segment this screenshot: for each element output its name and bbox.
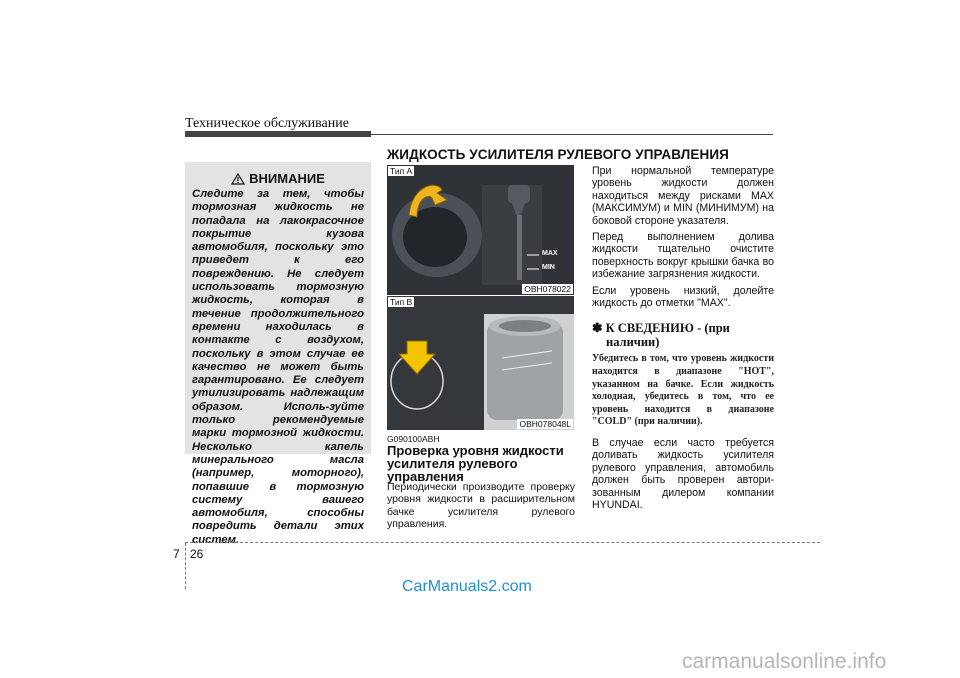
warning-title: ВНИМАНИЕ — [249, 171, 325, 186]
note-heading-line-1: ✽ К СВЕДЕНИЮ - (при — [592, 321, 730, 336]
document-code: G090100ABH — [387, 434, 440, 444]
footer-divider — [185, 543, 186, 589]
min-mark-label: MIN — [542, 264, 555, 271]
photo-ref-code: OBH078022 — [524, 284, 571, 294]
paragraph-clean: Перед выполнением долива жидкости тщательно очистите поверхность вокруг крышки бачка во избежание загрязнения жидкости. — [592, 231, 774, 281]
note-text: Убедитесь в том, что уровень жидкости находится в диапазоне "HOT", указанном на бачке. Если жидкость холодная, убедитесь в том, что ее уровень находится в диапазоне "COLD" (при наличии). — [592, 353, 774, 428]
note-heading — [592, 321, 774, 349]
subsection-title: Проверка уровня жидкости усилителя рулевого управления — [387, 443, 564, 484]
max-mark-label: MAX — [542, 250, 558, 257]
header-bar — [185, 131, 371, 137]
photo-type-label: Тип B — [390, 297, 413, 307]
photo-type-label: Тип A — [390, 166, 413, 176]
warning-triangle-icon — [231, 173, 245, 185]
warning-box — [185, 162, 371, 546]
page-number: 26 — [190, 547, 204, 561]
reservoir-cap-dipstick-image — [387, 165, 574, 295]
warning-heading — [185, 171, 371, 186]
photo-ref-code: OBH078048L — [519, 419, 571, 429]
right-column — [592, 165, 774, 515]
page-title: ЖИДКОСТЬ УСИЛИТЕЛЯ РУЛЕВОГО УПРАВЛЕНИЯ — [387, 147, 729, 162]
watermark-link[interactable]: CarManuals2.com — [402, 578, 532, 595]
warning-text: Следите за тем, чтобы тормозная жидкость не попадала на лакокрасочное покрытие кузова автомобиля, поскольку это приведет к его повреждению. Не следует использовать тормозную жидкость, которая в течение продолжительного времени находилась в контакте с воздухом, поскольку в этом случае ее качество не может быть гарантировано. Ее следует утилизировать надлежащим образом. Исполь-зуйте только рекомендуемые марки тормозной жидкости. Несколько капель минерального масла (например, моторного), попавшие в тормозную систему вашего автомобиля, способны повредить детали этих систем. — [192, 188, 364, 546]
note-heading-line-2: наличии) — [606, 335, 660, 350]
footer-rule — [185, 542, 820, 543]
paragraph-dealer: В случае если часто требуется доливать жидкость усилителя рулевого управления, автомобиль должен быть проверен автори-зованным дилером компании HYUNDAI. — [592, 437, 774, 512]
subsection-text: Периодически производите проверку уровня жидкости в расширительном бачке усилителя рулевого управления. — [387, 481, 575, 530]
photo-type-a — [387, 165, 574, 295]
reservoir-bottle-image — [387, 296, 574, 430]
section-header: Техническое обслуживание — [185, 116, 349, 131]
header-rule — [371, 134, 773, 135]
paragraph-level: При нормальной температуре уровень жидкости должен находиться между рисками MAX (МАКСИМУМ) и MIN (МИНИМУМ) на боковой стороне указателя. — [592, 165, 774, 227]
watermark-text: carmanualsonline.info — [682, 650, 887, 673]
chapter-number: 7 — [173, 547, 180, 561]
paragraph-top-up: Если уровень низкий, долейте жидкость до отметки "MAX". — [592, 284, 774, 310]
photo-type-b — [387, 296, 574, 430]
